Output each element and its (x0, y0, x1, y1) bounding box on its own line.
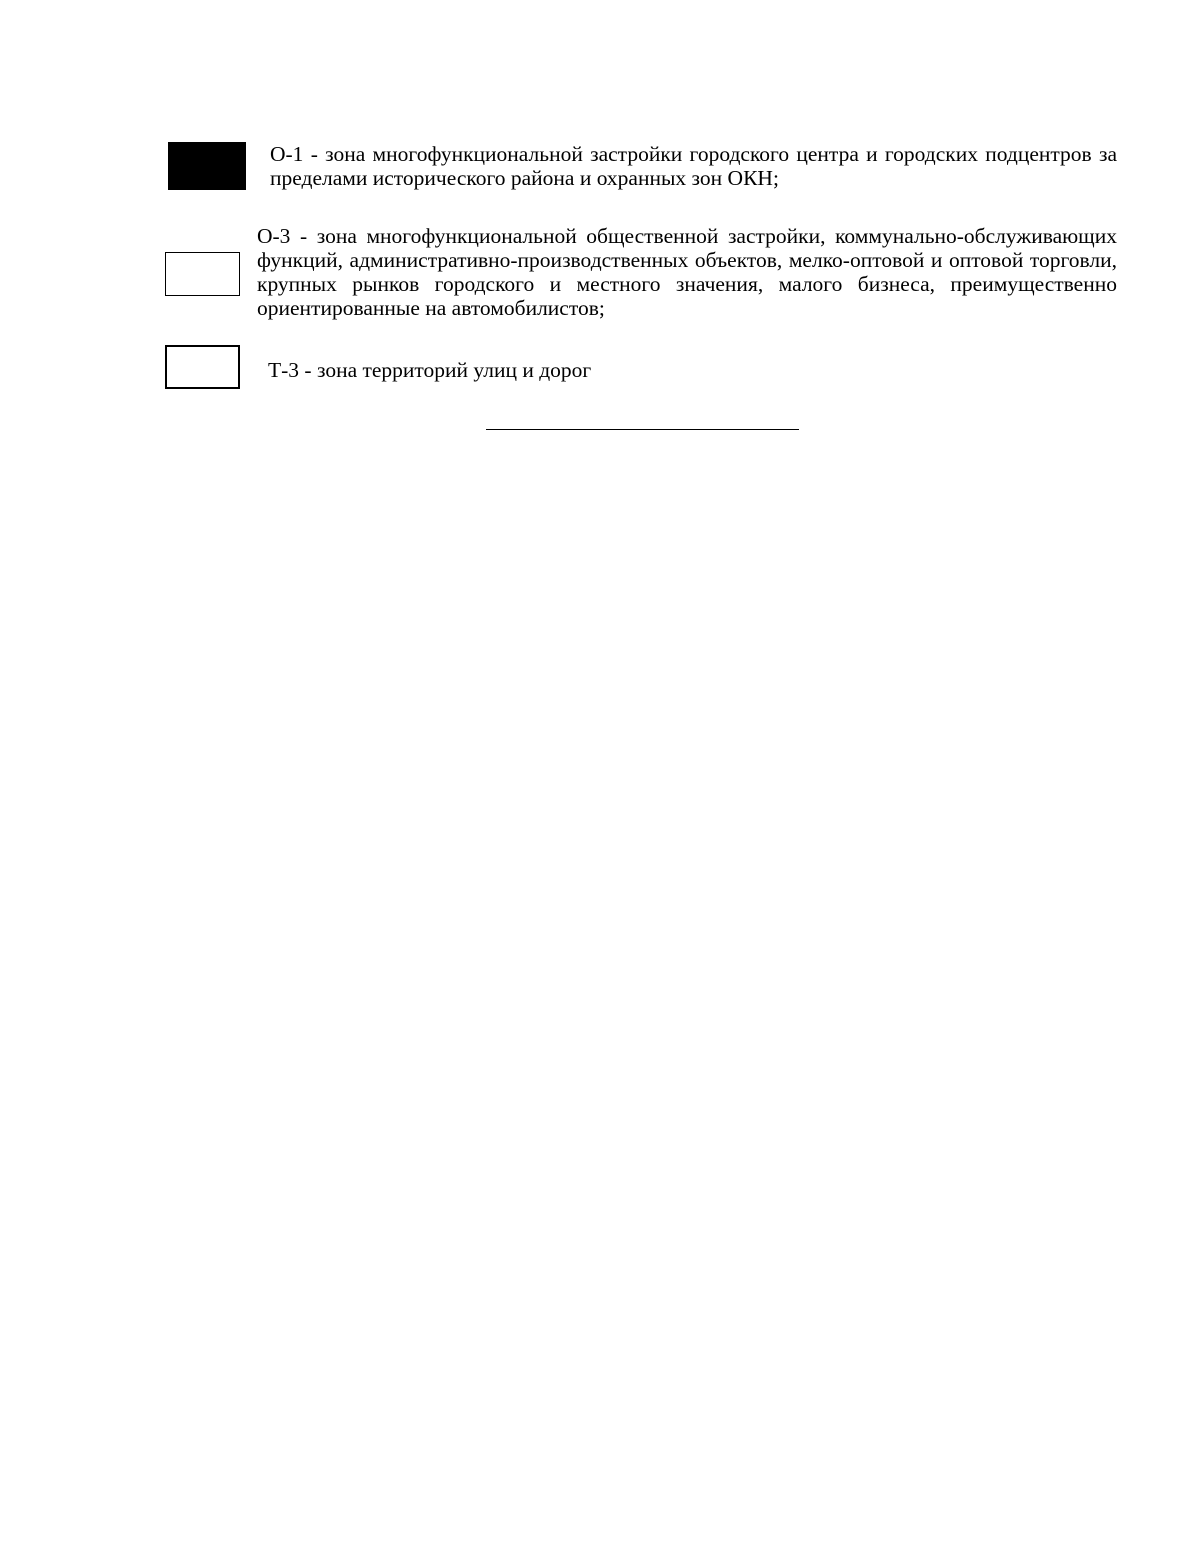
legend-text-o1: О-1 - зона многофункциональной застройки городского центра и городских подцентров за пределами исторического района и охранных зон ОКН; (270, 142, 1117, 190)
legend-swatch-o3 (165, 252, 240, 296)
divider-line (486, 429, 799, 430)
legend-swatch-o1 (168, 142, 246, 190)
legend-text-o3: О-3 - зона многофункциональной общественной застройки, коммунально-обслуживающих функций, административно-производственных объектов, мелко-оптовой и оптовой торговли, крупных рынков городского и местного значения, малого бизнеса, преимущественно ориентированные на автомобилистов; (257, 224, 1117, 320)
legend-text-t3: Т-3 - зона территорий улиц и дорог (268, 358, 592, 382)
legend-swatch-t3 (165, 345, 240, 389)
